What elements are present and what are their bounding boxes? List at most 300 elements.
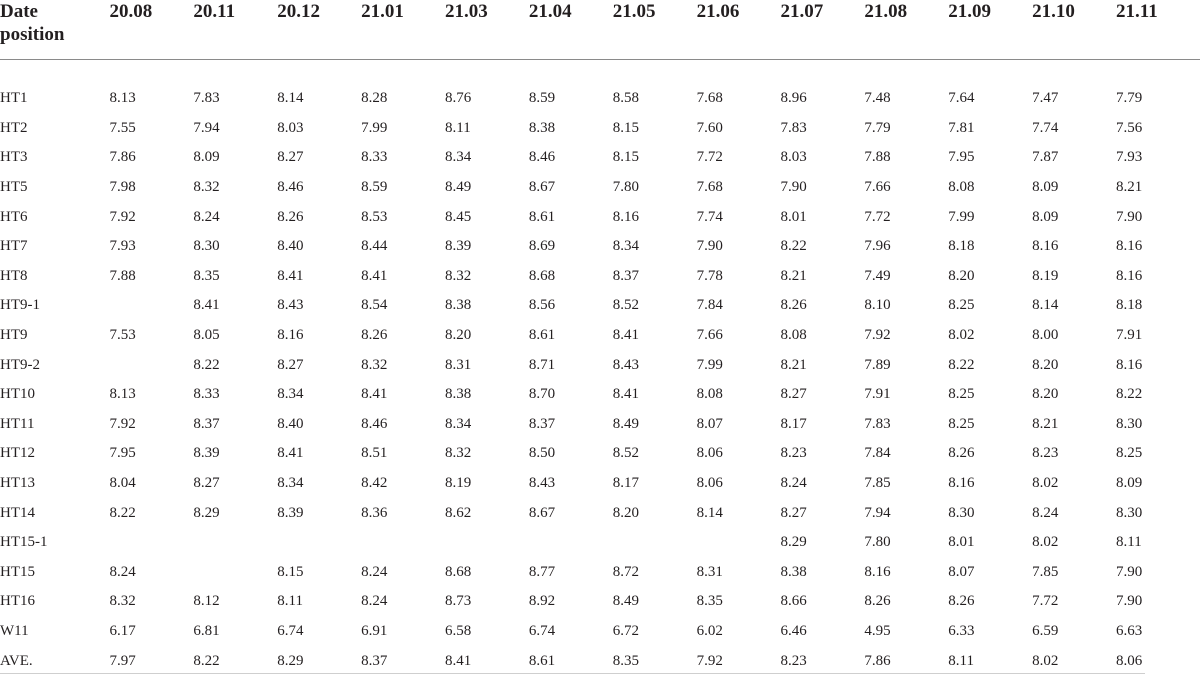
value-cell: 8.40 [277, 415, 304, 432]
value-cell: 8.11 [445, 119, 471, 136]
value-cell: 7.83 [193, 90, 220, 107]
value-cell: 8.02 [1032, 652, 1059, 669]
value-cell: 7.74 [1032, 119, 1059, 136]
position-cell: HT16 [0, 593, 35, 610]
value-cell: 8.61 [528, 652, 556, 669]
value-cell: 7.74 [696, 208, 723, 225]
value-cell: 6.63 [1116, 622, 1143, 639]
value-cell: 8.33 [193, 386, 220, 403]
value-cell: 8.77 [528, 563, 556, 580]
date-column-header: 20.12 [277, 0, 361, 60]
value-cell: 8.41 [277, 267, 304, 284]
value-cell: 8.49 [612, 593, 640, 610]
value-cell: 8.32 [193, 179, 220, 196]
table-row [0, 262, 1200, 292]
value-cell: 8.05 [193, 327, 220, 344]
value-cell: 8.26 [948, 445, 975, 462]
value-cell: 8.67 [528, 504, 556, 521]
position-cell: HT9 [0, 327, 28, 344]
value-cell [193, 528, 277, 558]
value-cell: 8.27 [780, 386, 807, 403]
position-cell: HT1 [0, 90, 28, 107]
value-cell: 8.26 [780, 297, 807, 314]
date-column-header: 21.01 [361, 0, 445, 60]
value-cell: 8.18 [1116, 297, 1143, 314]
value-cell: 7.92 [864, 327, 891, 344]
bottom-rule [0, 673, 1145, 674]
value-cell: 7.90 [1116, 208, 1143, 225]
date-column-header: 21.05 [613, 0, 697, 60]
table-row [0, 60, 1200, 114]
table-row [0, 617, 1200, 647]
value-cell: 7.90 [780, 179, 807, 196]
value-cell [110, 291, 194, 321]
value-cell: 7.55 [109, 119, 136, 136]
value-cell: 8.46 [361, 415, 388, 432]
position-cell: HT14 [0, 504, 35, 521]
value-cell: 8.22 [193, 652, 220, 669]
value-cell: 7.93 [109, 238, 136, 255]
table-body [0, 60, 1200, 676]
value-cell: 8.51 [361, 445, 388, 462]
value-cell: 8.43 [277, 297, 304, 314]
value-cell: 8.32 [361, 356, 388, 373]
value-cell: 7.94 [864, 504, 891, 521]
value-cell: 7.85 [1032, 563, 1059, 580]
position-cell: HT12 [0, 445, 35, 462]
value-cell: 8.08 [696, 386, 723, 403]
position-cell: HT11 [0, 415, 35, 432]
value-cell: 8.22 [193, 356, 220, 373]
value-cell: 7.89 [864, 356, 891, 373]
position-cell: HT15 [0, 563, 35, 580]
date-column-header: 21.06 [697, 0, 781, 60]
position-cell: HT5 [0, 179, 28, 196]
value-cell: 8.34 [445, 149, 472, 166]
value-cell: 8.16 [1032, 238, 1059, 255]
value-cell: 8.25 [948, 297, 975, 314]
date-column-header: 21.07 [781, 0, 865, 60]
position-cell: HT9-1 [0, 297, 40, 314]
value-cell [193, 558, 277, 588]
value-cell: 7.87 [1032, 149, 1059, 166]
value-cell: 7.95 [109, 445, 136, 462]
date-column-header: 20.11 [193, 0, 277, 60]
value-cell: 8.06 [696, 475, 723, 492]
value-cell: 8.41 [445, 652, 472, 669]
value-cell: 8.46 [277, 179, 304, 196]
value-cell: 7.47 [1032, 90, 1059, 107]
value-cell: 8.36 [361, 504, 388, 521]
table-row [0, 232, 1200, 262]
value-cell: 8.14 [277, 90, 304, 107]
position-cell: HT8 [0, 267, 28, 284]
value-cell: 8.24 [780, 475, 807, 492]
value-cell: 8.56 [528, 297, 556, 314]
position-cell: AVE. [0, 652, 33, 669]
value-cell: 8.26 [361, 327, 388, 344]
value-cell: 8.08 [948, 179, 975, 196]
value-cell: 7.99 [696, 356, 723, 373]
value-cell: 8.27 [780, 504, 807, 521]
value-cell: 8.30 [1116, 415, 1143, 432]
value-cell: 6.58 [445, 622, 472, 639]
value-cell: 8.34 [612, 238, 640, 255]
value-cell: 8.41 [361, 267, 388, 284]
value-cell: 7.72 [696, 149, 723, 166]
value-cell: 8.16 [612, 208, 640, 225]
value-cell: 7.94 [193, 119, 220, 136]
value-cell: 7.81 [948, 119, 975, 136]
value-cell: 8.41 [277, 445, 304, 462]
value-cell: 8.37 [361, 652, 388, 669]
value-cell: 7.79 [1116, 90, 1143, 107]
value-cell: 7.97 [109, 652, 136, 669]
value-cell: 7.72 [1032, 593, 1059, 610]
value-cell: 8.33 [361, 149, 388, 166]
value-cell: 8.30 [193, 238, 220, 255]
table-row [0, 528, 1200, 558]
value-cell: 7.92 [109, 208, 136, 225]
value-cell: 8.02 [948, 327, 975, 344]
value-cell: 7.92 [696, 652, 723, 669]
value-cell: 7.78 [696, 267, 723, 284]
value-cell: 8.22 [109, 504, 136, 521]
value-cell: 8.20 [1032, 386, 1059, 403]
value-cell: 8.08 [780, 327, 807, 344]
value-cell: 8.34 [445, 415, 472, 432]
value-cell: 8.37 [528, 415, 556, 432]
table-row [0, 143, 1200, 173]
value-cell: 7.66 [864, 179, 891, 196]
position-cell: HT2 [0, 119, 28, 136]
value-cell: 7.79 [864, 119, 891, 136]
value-cell: 8.02 [1032, 534, 1059, 551]
table-row [0, 173, 1200, 203]
value-cell: 7.90 [1116, 563, 1143, 580]
value-cell: 8.21 [780, 356, 807, 373]
position-cell: HT9-2 [0, 356, 40, 373]
value-cell: 6.17 [109, 622, 136, 639]
value-cell: 7.90 [696, 238, 723, 255]
value-cell: 8.03 [780, 149, 807, 166]
value-cell: 8.43 [612, 356, 640, 373]
value-cell: 7.49 [864, 267, 891, 284]
value-cell: 8.70 [528, 386, 556, 403]
value-cell: 7.96 [864, 238, 891, 255]
value-cell: 6.74 [528, 622, 556, 639]
value-cell: 8.25 [1116, 445, 1143, 462]
header-row [0, 0, 1200, 60]
value-cell: 8.61 [528, 327, 556, 344]
value-cell: 8.37 [193, 415, 220, 432]
value-cell: 8.35 [612, 652, 640, 669]
value-cell: 8.16 [1116, 356, 1143, 373]
value-cell: 7.53 [109, 327, 136, 344]
value-cell: 8.16 [864, 563, 891, 580]
value-cell: 8.29 [193, 504, 220, 521]
value-cell: 7.68 [696, 179, 723, 196]
value-cell: 7.68 [696, 90, 723, 107]
value-cell: 8.35 [696, 593, 723, 610]
value-cell: 8.21 [780, 267, 807, 284]
value-cell: 8.49 [445, 179, 472, 196]
value-cell: 8.92 [528, 593, 556, 610]
value-cell: 4.95 [864, 622, 891, 639]
value-cell: 8.67 [528, 179, 556, 196]
value-cell: 8.21 [1116, 179, 1143, 196]
value-cell: 8.29 [780, 534, 807, 551]
value-cell: 8.31 [696, 563, 723, 580]
value-cell: 8.10 [864, 297, 891, 314]
value-cell: 8.68 [445, 563, 472, 580]
value-cell: 8.23 [1032, 445, 1059, 462]
value-cell: 7.83 [780, 119, 807, 136]
value-cell: 7.91 [1116, 327, 1143, 344]
value-cell: 8.18 [948, 238, 975, 255]
table-row [0, 291, 1200, 321]
value-cell: 8.16 [948, 475, 975, 492]
value-cell: 8.34 [277, 386, 304, 403]
value-cell: 7.99 [948, 208, 975, 225]
value-cell: 8.07 [696, 415, 723, 432]
table-row [0, 321, 1200, 351]
value-cell: 7.80 [864, 534, 891, 551]
value-cell: 8.59 [361, 179, 388, 196]
value-cell: 8.38 [528, 119, 556, 136]
value-cell: 8.17 [780, 415, 807, 432]
date-column-header: 21.11 [1116, 0, 1200, 60]
value-cell: 8.09 [1116, 475, 1143, 492]
value-cell: 8.15 [277, 563, 304, 580]
value-cell: 8.53 [361, 208, 388, 225]
value-cell: 8.23 [780, 445, 807, 462]
value-cell: 8.27 [277, 356, 304, 373]
value-cell: 7.83 [864, 415, 891, 432]
value-cell: 8.32 [445, 267, 472, 284]
value-cell: 7.86 [109, 149, 136, 166]
value-cell: 8.26 [277, 208, 304, 225]
date-position-header [0, 0, 110, 60]
value-cell: 8.19 [445, 475, 472, 492]
table-row [0, 587, 1200, 617]
value-cell: 8.49 [612, 415, 640, 432]
value-cell: 8.50 [528, 445, 556, 462]
value-cell: 8.17 [612, 475, 640, 492]
header-date-label: Date [0, 1, 38, 22]
value-cell: 8.31 [445, 356, 472, 373]
table-row [0, 498, 1200, 528]
value-cell: 8.24 [193, 208, 220, 225]
value-cell: 8.30 [1116, 504, 1143, 521]
value-cell: 8.72 [612, 563, 640, 580]
value-cell: 8.52 [612, 445, 640, 462]
position-cell: W11 [0, 622, 29, 639]
position-cell: HT7 [0, 238, 28, 255]
value-cell: 8.25 [948, 415, 975, 432]
table-row [0, 439, 1200, 469]
value-cell: 8.22 [1116, 386, 1143, 403]
value-cell: 8.28 [361, 90, 388, 107]
value-cell [110, 528, 194, 558]
value-cell: 7.88 [864, 149, 891, 166]
date-column-header: 21.10 [1032, 0, 1116, 60]
value-cell: 8.24 [1032, 504, 1059, 521]
value-cell: 8.69 [528, 238, 556, 255]
value-cell [613, 528, 697, 558]
value-cell: 8.04 [109, 475, 136, 492]
value-cell: 8.14 [696, 504, 723, 521]
value-cell: 6.74 [277, 622, 304, 639]
value-cell: 8.24 [109, 563, 136, 580]
value-cell: 8.96 [780, 90, 807, 107]
value-cell: 8.20 [1032, 356, 1059, 373]
value-cell: 8.11 [277, 593, 303, 610]
value-cell: 8.38 [445, 386, 472, 403]
value-cell [529, 528, 613, 558]
value-cell: 8.52 [612, 297, 640, 314]
date-column-header: 21.04 [529, 0, 613, 60]
value-cell: 8.21 [1032, 415, 1059, 432]
value-cell: 7.95 [948, 149, 975, 166]
value-cell: 7.80 [612, 179, 640, 196]
value-cell: 8.01 [780, 208, 807, 225]
value-cell: 7.64 [948, 90, 975, 107]
value-cell: 7.86 [864, 652, 891, 669]
value-cell: 8.34 [277, 475, 304, 492]
value-cell: 8.14 [1032, 297, 1059, 314]
value-cell: 6.91 [361, 622, 388, 639]
value-cell: 8.37 [612, 267, 640, 284]
value-cell [697, 528, 781, 558]
value-cell: 8.20 [612, 504, 640, 521]
value-cell: 8.27 [193, 475, 220, 492]
value-cell: 8.06 [696, 445, 723, 462]
value-cell: 8.16 [1116, 267, 1143, 284]
date-column-header: 21.09 [948, 0, 1032, 60]
value-cell: 8.16 [1116, 238, 1143, 255]
value-cell: 8.61 [528, 208, 556, 225]
value-cell: 8.23 [780, 652, 807, 669]
value-cell: 6.72 [612, 622, 640, 639]
value-cell: 8.32 [445, 445, 472, 462]
value-cell: 8.29 [277, 652, 304, 669]
value-cell: 8.30 [948, 504, 975, 521]
value-cell: 8.22 [780, 238, 807, 255]
value-cell: 8.42 [361, 475, 388, 492]
value-cell: 7.92 [109, 415, 136, 432]
value-cell: 8.13 [109, 386, 136, 403]
value-cell: 6.02 [696, 622, 723, 639]
value-cell: 6.46 [780, 622, 807, 639]
value-cell: 8.46 [528, 149, 556, 166]
value-cell: 8.58 [612, 90, 640, 107]
value-cell: 8.07 [948, 563, 975, 580]
position-cell: HT6 [0, 208, 28, 225]
position-cell: HT10 [0, 386, 35, 403]
position-cell: HT13 [0, 475, 35, 492]
position-cell: HT3 [0, 149, 28, 166]
table-row [0, 646, 1200, 676]
value-cell: 8.09 [1032, 179, 1059, 196]
value-cell: 8.24 [361, 563, 388, 580]
value-cell: 8.45 [445, 208, 472, 225]
value-cell: 8.01 [948, 534, 975, 551]
value-cell: 8.06 [1116, 652, 1143, 669]
value-cell [445, 528, 529, 558]
value-cell: 8.22 [948, 356, 975, 373]
value-cell: 7.56 [1116, 119, 1143, 136]
value-cell: 6.59 [1032, 622, 1059, 639]
table-row [0, 469, 1200, 499]
value-cell: 7.60 [696, 119, 723, 136]
value-cell: 7.93 [1116, 149, 1143, 166]
value-cell: 8.15 [612, 119, 640, 136]
value-cell: 8.09 [193, 149, 220, 166]
value-cell: 8.24 [361, 593, 388, 610]
value-cell: 8.20 [445, 327, 472, 344]
value-cell: 8.62 [445, 504, 472, 521]
value-cell: 8.41 [361, 386, 388, 403]
date-column-header: 21.08 [864, 0, 948, 60]
value-cell: 7.48 [864, 90, 891, 107]
table-row [0, 350, 1200, 380]
value-cell: 8.59 [528, 90, 556, 107]
value-cell: 7.88 [109, 267, 136, 284]
value-cell: 8.39 [277, 504, 304, 521]
value-cell: 8.76 [445, 90, 472, 107]
value-cell: 8.11 [1116, 534, 1142, 551]
table-row [0, 558, 1200, 588]
value-cell: 8.43 [528, 475, 556, 492]
value-cell [277, 528, 361, 558]
value-cell: 7.84 [864, 445, 891, 462]
value-cell: 7.72 [864, 208, 891, 225]
table-row [0, 380, 1200, 410]
table-row [0, 410, 1200, 440]
header-position-label: position [0, 24, 65, 45]
value-cell: 8.19 [1032, 267, 1059, 284]
table-row [0, 114, 1200, 144]
value-cell: 8.41 [193, 297, 220, 314]
value-cell: 8.68 [528, 267, 556, 284]
value-cell: 8.26 [864, 593, 891, 610]
value-cell: 7.66 [696, 327, 723, 344]
value-cell: 7.99 [361, 119, 388, 136]
value-cell: 8.25 [948, 386, 975, 403]
value-cell: 7.91 [864, 386, 891, 403]
value-cell: 8.38 [445, 297, 472, 314]
value-cell: 8.20 [948, 267, 975, 284]
date-column-header: 21.03 [445, 0, 529, 60]
value-cell: 8.12 [193, 593, 220, 610]
value-cell: 8.02 [1032, 475, 1059, 492]
value-cell: 8.40 [277, 238, 304, 255]
value-cell: 8.38 [780, 563, 807, 580]
value-cell: 7.85 [864, 475, 891, 492]
value-cell: 8.66 [780, 593, 807, 610]
value-cell: 7.84 [696, 297, 723, 314]
value-cell [361, 528, 445, 558]
value-cell: 8.03 [277, 119, 304, 136]
position-cell: HT15-1 [0, 534, 48, 551]
value-cell: 6.33 [948, 622, 975, 639]
value-cell: 7.98 [109, 179, 136, 196]
value-cell: 8.00 [1032, 327, 1059, 344]
table-row [0, 202, 1200, 232]
value-cell: 8.09 [1032, 208, 1059, 225]
value-cell: 8.41 [612, 327, 640, 344]
